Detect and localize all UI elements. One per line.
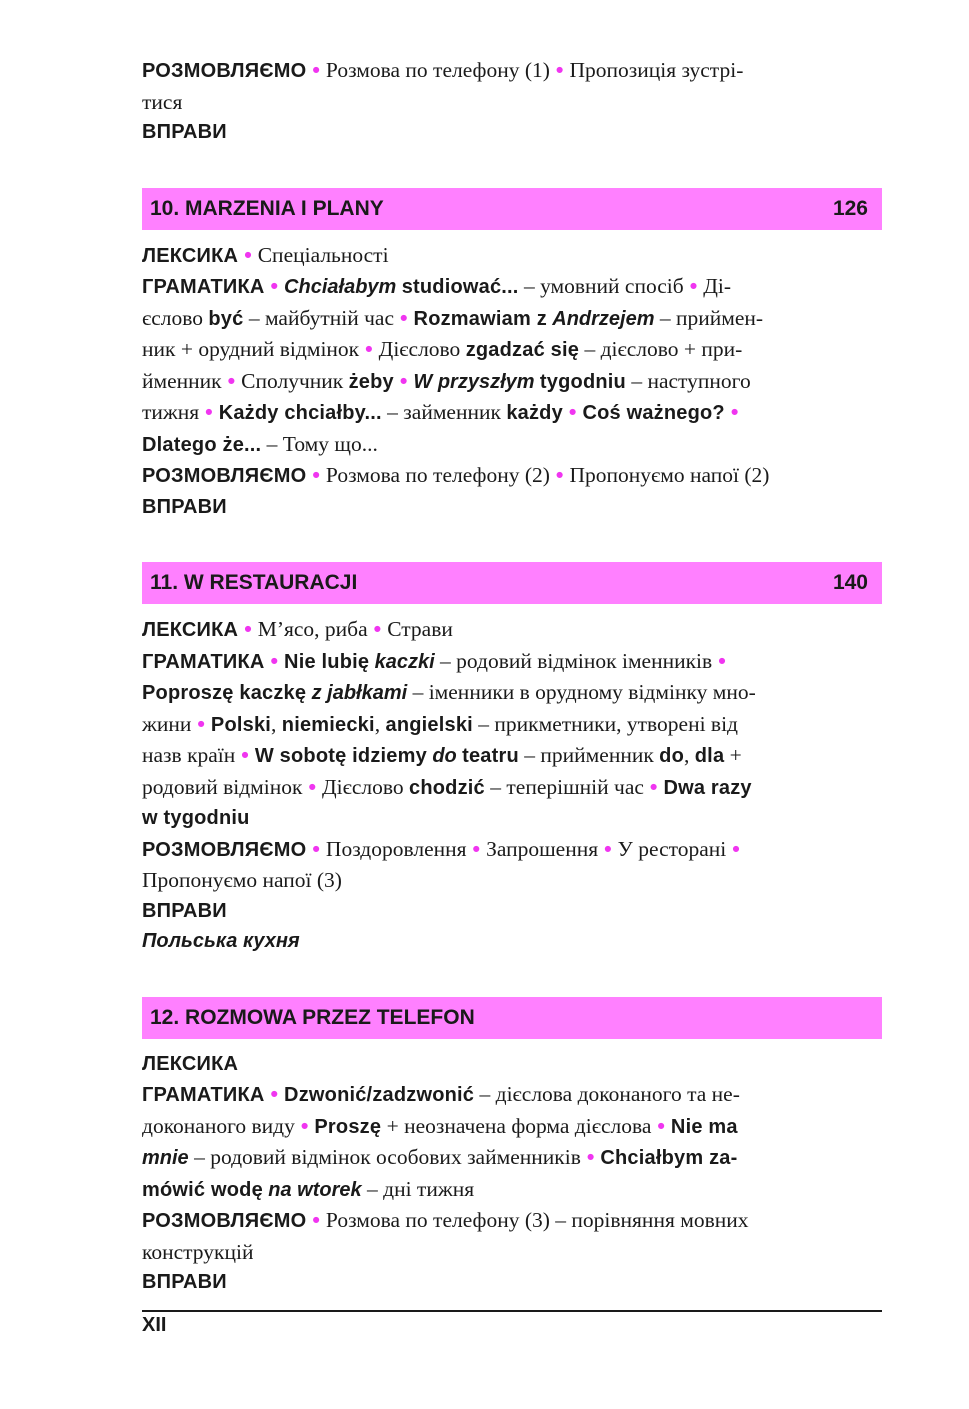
bullet-icon: • — [689, 274, 698, 298]
bullet-icon: • — [718, 648, 726, 673]
bullet-icon: • — [312, 1208, 320, 1232]
bullet-icon: • — [373, 617, 382, 641]
section-page: 140 — [832, 571, 868, 594]
bullet-icon: • — [270, 274, 279, 298]
bullet-icon: • — [312, 836, 320, 861]
bullet-icon: • — [244, 617, 252, 641]
bullet-icon: • — [604, 836, 612, 861]
section-11-body: ЛЕКСИКА • М’ясо, риба • Страви ГРАМАТИКА • Nie lubię kaczki – родовий відмінок іменників • Poproszę kaczkę z jabłkami – іменники в орудному відмінку мно- жини • Polski, niemiecki, angielski – прикметники, утворені від назв країн • W sobotę idziemy do teatru – прийменник do, dla + родовий відмінок • Дієслово chodzić – теперішній час • Dwa razy w tygodniu РОЗМОВЛЯЄМО • Поздоровлення • Запрошення • У ресторані • Пропонуємо напої (3) ВПРАВИ Польська кухня — [142, 614, 882, 957]
exercises-label: ВПРАВИ — [142, 899, 227, 922]
intro-block: РОЗМОВЛЯЄМО • Розмова по телефону (1) • Пропозиція зустрі- тися ВПРАВИ — [142, 55, 882, 148]
bullet-icon: • — [586, 1145, 595, 1169]
bullet-icon: • — [732, 836, 740, 861]
bullet-icon: • — [730, 400, 739, 424]
bullet-icon: • — [197, 711, 205, 736]
extra-topic: Польська кухня — [142, 930, 300, 952]
section-page: 126 — [832, 196, 868, 220]
bullet-icon: • — [205, 400, 213, 424]
footer-divider — [142, 1310, 882, 1312]
exercises-label: ВПРАВИ — [142, 121, 227, 143]
page-number: XII — [142, 1314, 167, 1336]
bullet-icon: • — [227, 368, 236, 393]
bullet-icon: • — [555, 58, 564, 82]
section-11-header[interactable] — [142, 562, 882, 604]
bullet-icon: • — [400, 305, 408, 330]
section-title: 12. ROZMOWA PRZEZ TELEFON — [150, 1005, 475, 1029]
bullet-icon: • — [270, 1082, 279, 1106]
bullet-icon: • — [555, 463, 564, 487]
bullet-icon: • — [241, 743, 249, 767]
bullet-icon: • — [649, 774, 658, 799]
table-of-contents — [142, 55, 882, 1298]
section-12-header[interactable] — [142, 997, 882, 1039]
bullet-icon: • — [270, 648, 279, 673]
section-title: 11. W RESTAURACJI — [150, 571, 358, 594]
exercises-label: ВПРАВИ — [142, 1271, 227, 1293]
bullet-icon: • — [308, 774, 316, 799]
speaking-label: РОЗМОВЛЯЄМО — [142, 60, 307, 82]
bullet-icon: • — [568, 400, 577, 424]
section-title: 10. MARZENIA I PLANY — [150, 196, 384, 220]
exercises-label: ВПРАВИ — [142, 495, 227, 518]
section-12-body: ЛЕКСИКА ГРАМАТИКА • Dzwonić/zadzwonić – дієслова доконаного та не- доконаного виду • Proszę + неозначена форма дієслова • Nie ma mnie – родовий відмінок особових займенників • Chciałbym za- mówić wodę na wtorek – дні тижня РОЗМОВЛЯЄМО • Розмова по телефону (3) – порівняння мовних конструкцій ВПРАВИ — [142, 1049, 882, 1298]
bullet-icon: • — [300, 1113, 309, 1138]
bullet-icon: • — [657, 1113, 665, 1138]
bullet-icon: • — [312, 463, 320, 487]
bullet-icon: • — [244, 242, 252, 267]
section-10-body: ЛЕКСИКА • Спеціальності ГРАМАТИКА • Chciałabym studiować... – умовний спосіб • Ді- єслово być – майбутній час • Rozmawiam z Andrzejem – приймен- ник + орудний відмінок • Дієслово zgadzać się – дієслово + при- йменник • Сполучник żeby • W przyszłym tygodniu – наступного тижня • Każdy chciałby... – займенник każdy • Coś ważnego? • Dlatego że... – Тому що... РОЗМОВЛЯЄМО • Розмова по телефону (2) • Пропонуємо напої (2) ВПРАВИ — [142, 240, 882, 523]
bullet-icon: • — [399, 368, 408, 393]
bullet-icon: • — [365, 337, 373, 361]
bullet-icon: • — [472, 836, 481, 861]
bullet-icon: • — [312, 58, 320, 82]
section-10-header[interactable] — [142, 188, 882, 230]
